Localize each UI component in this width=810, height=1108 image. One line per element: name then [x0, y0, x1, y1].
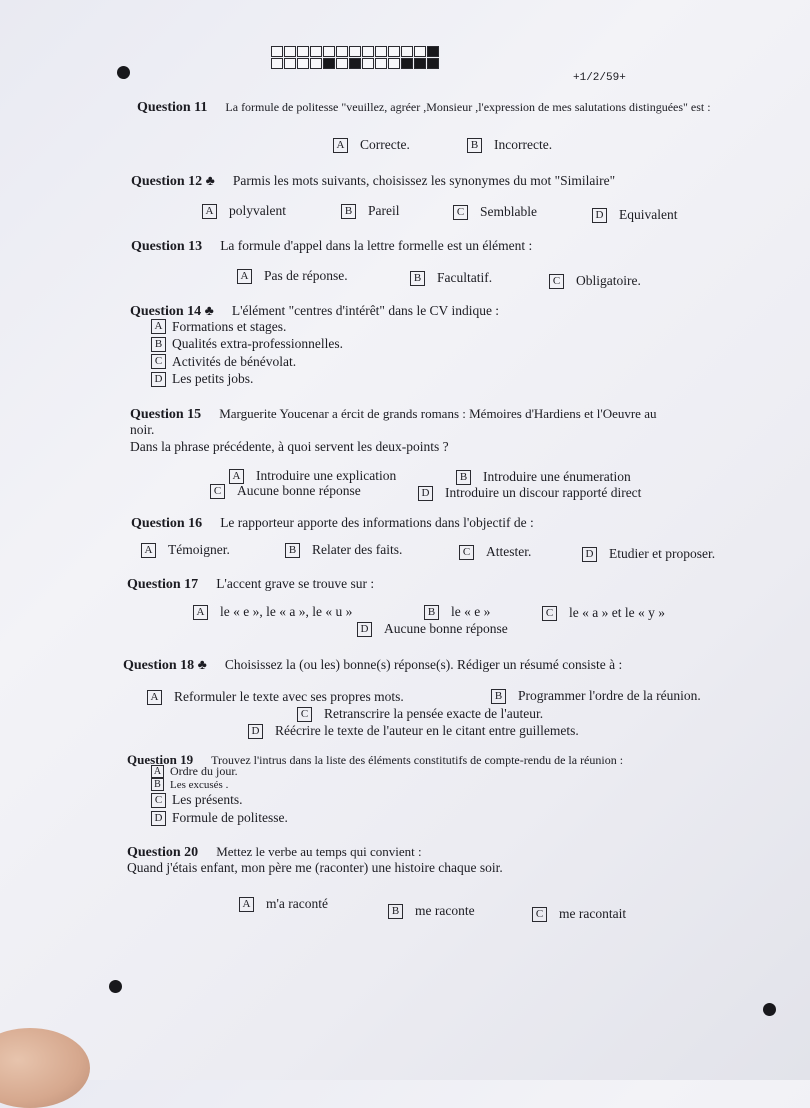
question-text: Mettez le verbe au temps qui convient :	[216, 844, 422, 859]
question-text: Parmis les mots suivants, choisissez les synonymes du mot "Similaire"	[232, 173, 616, 188]
answer-option[interactable]	[388, 903, 475, 919]
checkbox[interactable]: D	[582, 547, 597, 562]
option-text: Les excusés .	[170, 778, 229, 791]
question-text: Le rapporteur apporte des informations dans l'objectif de :	[220, 515, 534, 530]
answer-option[interactable]	[202, 203, 286, 219]
checkbox[interactable]: C	[532, 907, 547, 922]
question-text: L'accent grave se trouve sur :	[216, 576, 375, 591]
question-13	[131, 237, 532, 255]
question-16	[131, 514, 534, 532]
checkbox[interactable]: B	[151, 778, 164, 791]
checkbox[interactable]: A	[141, 543, 156, 558]
option-text: Relater des faits.	[312, 542, 403, 557]
option-text: Incorrecte.	[494, 137, 553, 152]
question-label: Question 11	[137, 100, 208, 115]
options-list	[151, 765, 288, 827]
checkbox[interactable]: D	[151, 372, 166, 387]
option-text: Obligatoire.	[576, 273, 641, 288]
checkbox[interactable]: A	[239, 897, 254, 912]
answer-option[interactable]	[151, 336, 343, 354]
answer-option[interactable]	[248, 723, 579, 739]
corner-mark-bottom-left	[109, 980, 122, 993]
option-text: Facultatif.	[437, 270, 493, 285]
question-12	[131, 172, 615, 190]
question-11	[137, 99, 777, 116]
checkbox[interactable]: A	[147, 690, 162, 705]
answer-option[interactable]	[459, 544, 531, 560]
answer-option[interactable]	[151, 809, 288, 827]
answer-option[interactable]	[418, 485, 641, 501]
checkbox[interactable]: B	[285, 543, 300, 558]
question-text-line-3: Dans la phrase précédente, à quoi servent les deux-points ?	[130, 439, 449, 454]
checkbox[interactable]: C	[453, 205, 468, 220]
checkbox[interactable]: C	[542, 606, 557, 621]
question-label: Question 19	[127, 752, 194, 767]
question-text: Marguerite Youcenar a ércit de grands romans : Mémoires d'Hardiens et l'Oeuvre au	[219, 406, 657, 421]
answer-option[interactable]	[151, 791, 288, 809]
option-text: Programmer l'ordre de la réunion.	[518, 688, 701, 703]
corner-mark-bottom-right	[763, 1003, 776, 1016]
option-text: le « e », le « a », le « u »	[220, 604, 353, 619]
question-text: La formule d'appel dans la lettre formelle est un élément :	[220, 238, 533, 253]
checkbox[interactable]: C	[459, 545, 474, 560]
option-text: Ordre du jour.	[170, 764, 238, 778]
answer-option[interactable]	[357, 621, 508, 637]
question-text: La formule de politesse "veuillez, agréer ,Monsieur ,l'expression de mes salutations distinguées" est :	[225, 100, 711, 114]
option-text: Introduire un discour rapporté direct	[445, 485, 642, 500]
answer-option[interactable]	[239, 896, 328, 912]
option-text: Pas de réponse.	[264, 268, 348, 283]
answer-option[interactable]	[210, 483, 361, 499]
question-label: Question 14 ♣	[130, 304, 214, 319]
question-label: Question 16	[131, 516, 203, 531]
question-label: Question 15	[130, 407, 202, 422]
checkbox[interactable]: C	[151, 354, 166, 369]
checkbox[interactable]: D	[248, 724, 263, 739]
option-text: me racontait	[559, 906, 627, 921]
option-text: Formations et stages.	[172, 318, 287, 334]
question-text: Choisissez la (ou les) bonne(s) réponse(s). Rédiger un résumé consiste à :	[224, 657, 623, 672]
question-15	[130, 405, 656, 423]
answer-option[interactable]	[237, 268, 348, 284]
options-list	[151, 318, 343, 388]
photographer-thumb	[0, 1028, 90, 1108]
option-text: Les présents.	[172, 792, 243, 807]
answer-option[interactable]	[341, 203, 400, 219]
checkbox[interactable]: D	[418, 486, 433, 501]
answer-option[interactable]	[151, 371, 343, 389]
answer-option[interactable]	[297, 706, 543, 722]
corner-mark-top-left	[117, 66, 130, 79]
option-text: Formule de politesse.	[172, 810, 288, 825]
option-text: Retranscrire la pensée exacte de l'auteur.	[324, 706, 544, 721]
checkbox[interactable]: A	[229, 469, 244, 484]
question-label: Question 17	[127, 577, 199, 592]
checkbox[interactable]: A	[151, 319, 166, 334]
answer-option[interactable]	[491, 688, 701, 704]
answer-option[interactable]	[151, 353, 343, 371]
option-text: Témoigner.	[168, 542, 230, 557]
question-text-line-2: Quand j'étais enfant, mon père me (raconter) une histoire chaque soir.	[127, 860, 503, 875]
answer-option[interactable]	[424, 604, 490, 620]
question-label: Question 13	[131, 239, 203, 254]
checkbox[interactable]: C	[151, 793, 166, 808]
checkbox[interactable]: B	[491, 689, 506, 704]
question-label: Question 18 ♣	[123, 658, 207, 673]
answer-option[interactable]	[532, 906, 626, 922]
option-text: Equivalent	[619, 207, 678, 222]
checkbox[interactable]: C	[297, 707, 312, 722]
checkbox[interactable]: C	[210, 484, 225, 499]
sheet-code-grid	[271, 46, 439, 69]
checkbox[interactable]: B	[467, 138, 482, 153]
option-text: Correcte.	[360, 137, 410, 152]
page-code: +1/2/59+	[573, 72, 626, 84]
option-text: polyvalent	[229, 203, 286, 218]
option-text: le « a » et le « y »	[569, 605, 665, 620]
answer-option[interactable]	[549, 273, 641, 289]
answer-option[interactable]	[410, 270, 492, 286]
checkbox[interactable]: D	[357, 622, 372, 637]
option-text: Etudier et proposer.	[609, 546, 716, 561]
question-17	[127, 575, 374, 593]
option-text: Semblable	[480, 204, 537, 219]
answer-option[interactable]	[333, 137, 410, 153]
option-text: Activités de bénévolat.	[172, 353, 297, 369]
question-label: Question 12 ♣	[131, 174, 215, 189]
checkbox[interactable]: B	[456, 470, 471, 485]
question-text: Trouvez l'intrus dans la liste des éléments constitutifs de compte-rendu de la réunion :	[211, 753, 624, 767]
checkbox[interactable]: B	[410, 271, 425, 286]
checkbox[interactable]: B	[388, 904, 403, 919]
option-text: Pareil	[368, 203, 400, 218]
checkbox[interactable]: A	[202, 204, 217, 219]
checkbox[interactable]: A	[333, 138, 348, 153]
answer-option[interactable]	[582, 546, 715, 562]
answer-option[interactable]	[151, 765, 288, 778]
checkbox[interactable]: C	[549, 274, 564, 289]
answer-option[interactable]	[542, 605, 665, 621]
checkbox[interactable]: D	[592, 208, 607, 223]
option-text: Introduire une explication	[256, 468, 397, 483]
checkbox[interactable]: B	[151, 337, 166, 352]
checkbox[interactable]: D	[151, 811, 166, 826]
answer-option[interactable]	[467, 137, 552, 153]
answer-option[interactable]	[147, 689, 404, 705]
checkbox[interactable]: A	[237, 269, 252, 284]
option-text: Aucune bonne réponse	[237, 483, 361, 498]
option-text: le « e »	[451, 604, 491, 619]
checkbox[interactable]: B	[424, 605, 439, 620]
option-text: Qualités extra-professionnelles.	[172, 336, 343, 352]
answer-option[interactable]	[456, 469, 631, 485]
option-text: Réécrire le texte de l'auteur en le citant entre guillemets.	[275, 723, 579, 738]
answer-option[interactable]	[141, 542, 230, 558]
question-label: Question 20	[127, 845, 199, 860]
option-text: Introduire une énumeration	[483, 469, 631, 484]
question-text-line-2: noir.	[130, 422, 155, 437]
question-18	[123, 656, 622, 674]
option-text: Reformuler le texte avec ses propres mots.	[174, 689, 404, 704]
option-text: Les petits jobs.	[172, 371, 254, 387]
option-text: m'a raconté	[266, 896, 329, 911]
answer-option[interactable]	[229, 468, 396, 484]
checkbox[interactable]: B	[341, 204, 356, 219]
option-text: Aucune bonne réponse	[384, 621, 508, 636]
answer-option[interactable]	[453, 204, 537, 220]
checkbox[interactable]: A	[151, 765, 164, 778]
answer-option[interactable]	[592, 207, 677, 223]
question-20	[127, 843, 422, 861]
option-text: me raconte	[415, 903, 475, 918]
answer-option[interactable]	[193, 604, 352, 620]
answer-option[interactable]	[151, 318, 343, 336]
checkbox[interactable]: A	[193, 605, 208, 620]
question-text: L'élément "centres d'intérêt" dans le CV indique :	[231, 303, 500, 318]
answer-option[interactable]	[285, 542, 402, 558]
answer-option[interactable]	[151, 778, 288, 791]
option-text: Attester.	[486, 544, 532, 559]
